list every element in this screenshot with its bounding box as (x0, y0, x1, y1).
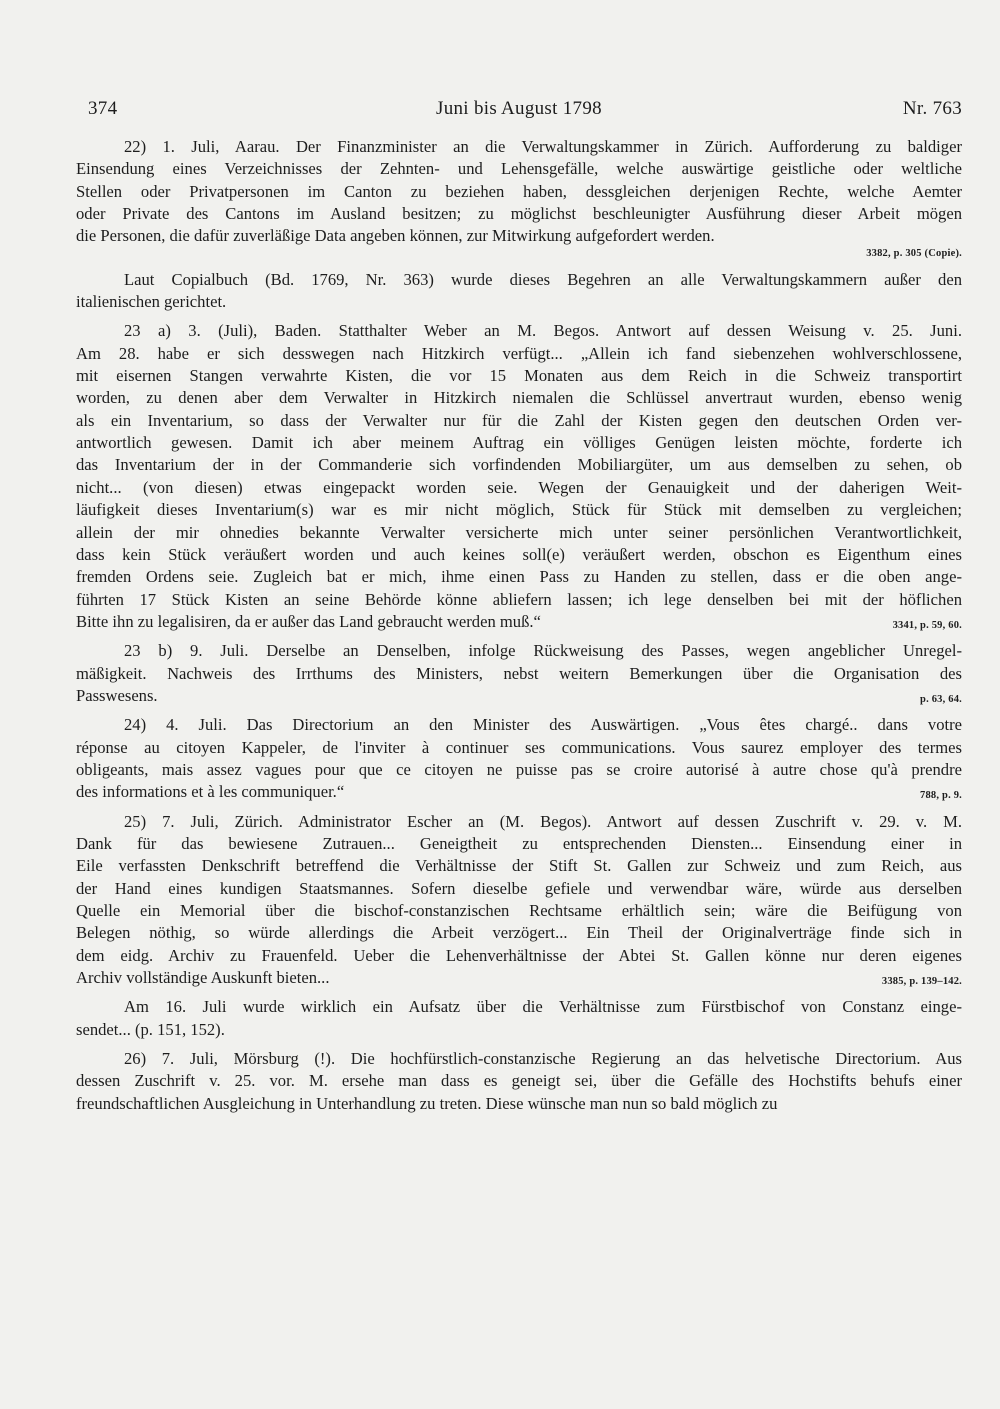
text-line: Eile verfassten Denkschrift betreffend die Verhältnisse der Stift St. Gallen zur Schweiz und zum Reich, aus (76, 856, 962, 876)
source-reference: 3382, p. 305 (Copie). (866, 247, 962, 259)
text-line: Archiv vollständige Auskunft bieten... 3385, p. 139–142. (76, 967, 962, 989)
text-line: italienischen gerichtet. (76, 292, 227, 312)
entry-paragraph (76, 996, 962, 1041)
text-line: mäßigkeit. Nachweis des Irrthums des Ministers, nebst weitern Bemerkungen über die Organisation des (76, 663, 962, 683)
text-line: nicht... (von diesen) etwas eingepackt worden seie. Wegen der Genauigkeit und der daherigen Weit- (76, 477, 962, 497)
page-header (76, 98, 962, 132)
source-reference: 3341, p. 59, 60. (892, 619, 962, 631)
source-reference: 788, p. 9. (920, 790, 962, 802)
text-line: Belegen nöthig, so würde allerdings die Arbeit verzögert... Ein Theil der Originalverträge finde sich in (76, 923, 962, 943)
text-line: freundschaftlichen Ausgleichung in Unterhandlung zu treten. Diese wünsche man nun so bald möglich zu (76, 1093, 778, 1113)
text-line: 22) 1. Juli, Aarau. Der Finanzminister an die Verwaltungskammer in Zürich. Aufforderung zu baldiger (124, 137, 962, 156)
text-line: als ein Inventarium, so dass der Verwalter nur für die Zahl der Kisten gegen den deutschen Orden ver- (76, 410, 962, 430)
entry-paragraph (76, 136, 962, 262)
text-line: 26) 7. Juli, Mörsburg (!). Die hochfürstlich-constanzische Regierung an das helvetische Directorium. Aus (124, 1049, 962, 1069)
text-line: 23 b) 9. Juli. Derselbe an Denselben, infolge Rückweisung des Passes, wegen angeblicher Unregel- (124, 641, 962, 661)
running-title: Juni bis August 1798 (436, 98, 602, 119)
text-line: réponse au citoyen Kappeler, de l'inviter à continuer ses communications. Vous saurez employer des termes (76, 737, 962, 757)
text-line: antwortlich gewesen. Damit ich aber meinem Auftrag ein völliges Genügen leisten möchte, forderte ich (76, 433, 962, 453)
text-line: mit eisernen Stangen verwahrte Kisten, die vor 15 Monaten aus dem Reich in die Schweiz transportirt (76, 366, 962, 386)
text-line: dem eidg. Archiv zu Frauenfeld. Ueber die Lehenverhältnisse der Abtei St. Gallen könne nur deren eigenes (76, 945, 962, 965)
text-line: dass kein Stück veräußert worden und auch keines soll(e) veräußert werden, obschon es Eigenthum eines (76, 544, 962, 564)
text-line: obligeants, mais assez vagues pour que ce citoyen ne puisse pas se croire autorisé à autre chose qu'à prendre (76, 759, 962, 779)
text-line: die Personen, die dafür zuverläßige Data angeben können, zur Mitwirkung aufgefordert werden. (76, 226, 715, 246)
page-number: 374 (88, 98, 118, 119)
text-line: 24) 4. Juli. Das Directorium an den Minister des Auswärtigen. „Vous êtes chargé.. dans votre (124, 715, 962, 735)
text-line: der Hand eines kundigen Staatsmannes. Sofern dieselbe gefiele und verwendbar wäre, würde aus derselben (76, 878, 962, 898)
entry-paragraph (76, 811, 962, 990)
text-line: fremden Ordens seie. Zugleich bat er mich, ihme einen Pass zu Handen zu stellen, dass er die oben ange- (76, 567, 962, 587)
text-line: sendet... (p. 151, 152). (76, 1019, 225, 1039)
text-line: Einsendung eines Verzeichnisses der Zehnten- und Lehensgefälle, welche auswärtige geistliche oder weltliche (76, 159, 962, 179)
text-line: Quelle ein Memorial über die bischof-constanzischen Rechtsame erhältlich sein; wäre die Beifügung von (76, 901, 962, 920)
text-line: das Inventarium der in der Commanderie sich vorfindenden Mobiliargüter, um aus demselben zu sehen, ob (76, 455, 962, 475)
entry-paragraph (76, 1048, 962, 1115)
entry-paragraph (76, 714, 962, 803)
text-line: führten 17 Stück Kisten an seine Behörde könne abliefern lassen; ich lege denselben bei mit der höflichen (76, 589, 962, 609)
document-number: Nr. 763 (902, 98, 962, 119)
document-body (76, 136, 962, 1115)
text-line: worden, zu denen aber dem Verwalter in Hitzkirch niemalen die Schlüssel anvertraut wurden, ebenso wenig (76, 388, 962, 408)
text-line: Am 28. habe er sich desswegen nach Hitzkirch verfügt... „Allein ich fand siebenzehen wohlverschlossene, (76, 343, 962, 363)
text-line: Passwesens. p. 63, 64. (76, 685, 962, 707)
text-line: Bitte ihn zu legalisiren, da er außer das Land gebraucht werden muß.“ 3341, p. 59, 60. (76, 611, 962, 633)
text-line: Dank für das bewiesene Zutrauen... Geneigtheit zu entsprechenden Diensten... Einsendung einer in (76, 833, 962, 853)
source-reference: 3385, p. 139–142. (881, 976, 962, 988)
source-reference: p. 63, 64. (920, 693, 962, 705)
text-line: läufigkeit dieses Inventarium(s) war es mir nicht möglich, Stück für Stück mit demselben zu vergleichen; (76, 500, 962, 520)
text-line: oder Private des Cantons im Ausland besitzen; zu möglichst beschleunigter Ausführung dieser Arbeit mögen (76, 204, 962, 224)
text-line: Am 16. Juli wurde wirklich ein Aufsatz über die Verhältnisse zum Fürstbischof von Constanz einge- (124, 997, 962, 1017)
text-line: dessen Zuschrift v. 25. vor. M. ersehe man dass es geneigt sei, über die Gefälle des Hochstifts behufs einer (76, 1071, 962, 1091)
text-line: Stellen oder Privatpersonen im Canton zu beziehen haben, dessgleichen derjenigen Rechte, welche Aemter (76, 181, 962, 201)
text-line: 25) 7. Juli, Zürich. Administrator Escher an (M. Begos). Antwort auf dessen Zuschrift v. 29. v. M. (124, 811, 962, 831)
text-line: 23 a) 3. (Juli), Baden. Statthalter Weber an M. Begos. Antwort auf dessen Weisung v. 25. Juni. (124, 321, 962, 341)
text-line: Laut Copialbuch (Bd. 1769, Nr. 363) wurde dieses Begehren an alle Verwaltungskammern außer den (124, 269, 962, 289)
text-line: des informations et à les communiquer.“ 788, p. 9. (76, 781, 962, 803)
entry-paragraph (76, 269, 962, 314)
entry-paragraph (76, 320, 962, 633)
entry-paragraph (76, 640, 962, 707)
text-line: allein der mir ohnedies bekannte Verwalter versicherte mich unter seiner persönlichen Verantwortlichkeit, (76, 522, 962, 542)
